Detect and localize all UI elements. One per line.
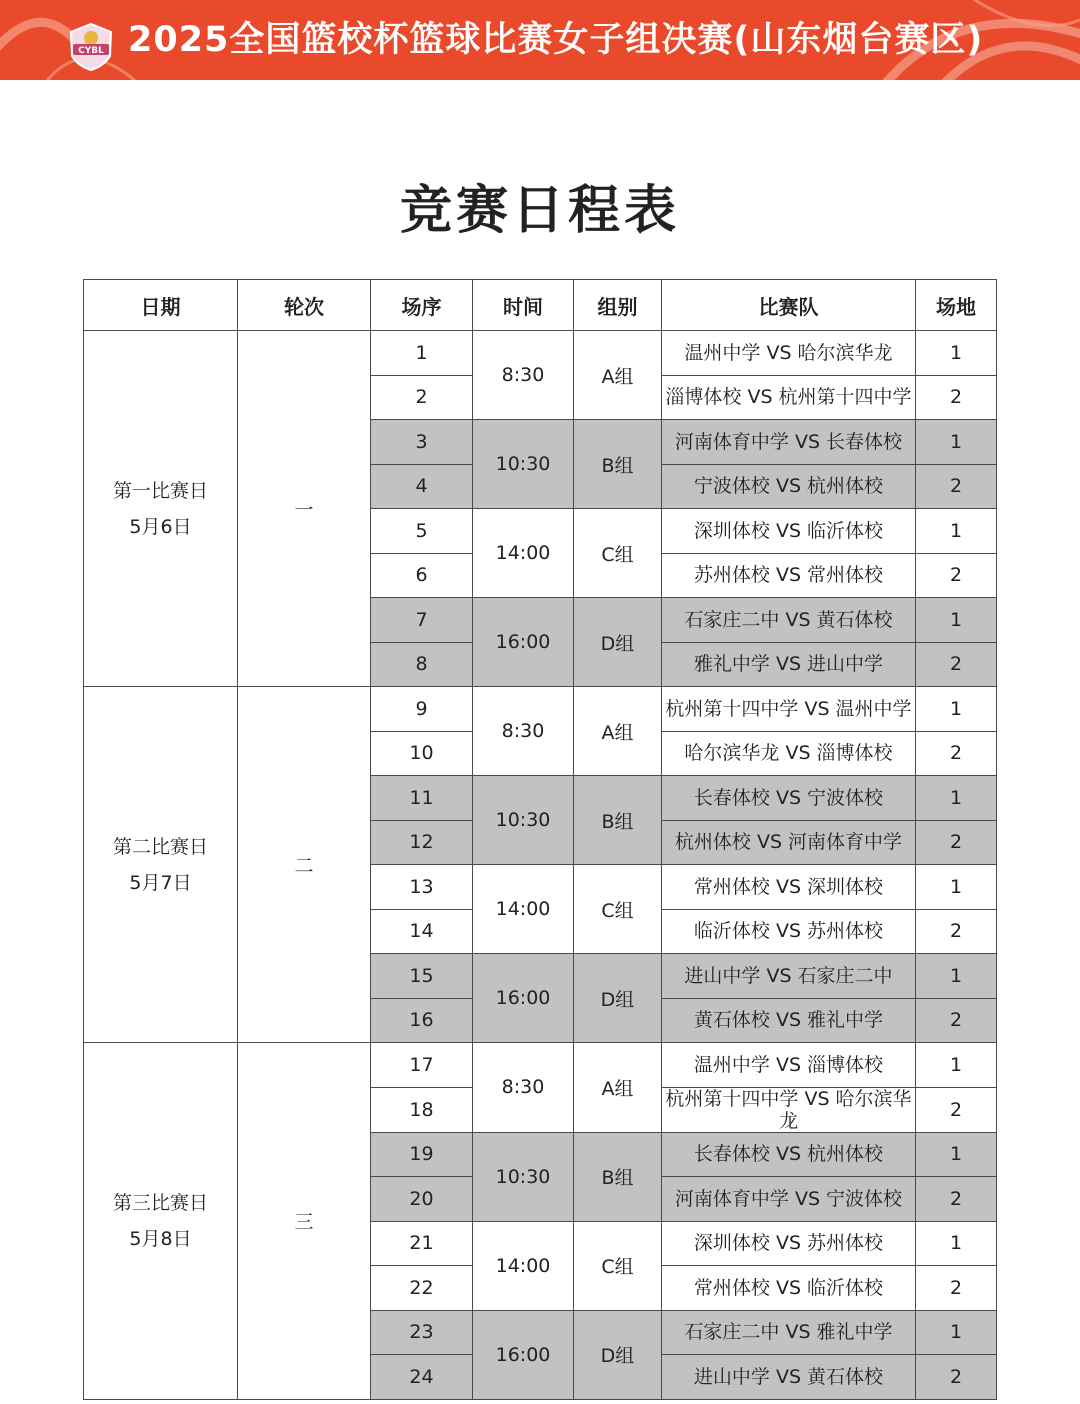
header-round: 轮次 (238, 280, 371, 331)
match-day-cell (84, 1043, 238, 1400)
match-group: A组 (574, 687, 662, 776)
match-time: 8:30 (473, 331, 574, 420)
match-time: 16:00 (473, 598, 574, 687)
header-court: 场地 (916, 280, 997, 331)
match-court: 2 (916, 1355, 997, 1400)
match-day-name: 第二比赛日 (112, 835, 208, 858)
match-court: 2 (916, 1177, 997, 1222)
match-time: 14:00 (473, 1221, 574, 1310)
match-teams: 长春体校 VS 杭州体校 (662, 1132, 916, 1177)
match-group: C组 (574, 1221, 662, 1310)
match-court: 1 (916, 776, 997, 821)
match-time: 10:30 (473, 776, 574, 865)
match-teams: 温州中学 VS 淄博体校 (662, 1043, 916, 1088)
match-day-name: 第一比赛日 (112, 479, 208, 502)
match-day-name: 第三比赛日 (112, 1191, 208, 1214)
match-court: 2 (916, 375, 997, 420)
match-teams: 临沂体校 VS 苏州体校 (662, 909, 916, 954)
match-number: 14 (371, 909, 473, 954)
match-day-date: 5月8日 (129, 1227, 192, 1250)
round-cell: 三 (238, 1043, 371, 1400)
match-teams: 哈尔滨华龙 VS 淄博体校 (662, 731, 916, 776)
match-time: 16:00 (473, 954, 574, 1043)
match-teams: 淄博体校 VS 杭州第十四中学 (662, 375, 916, 420)
match-number: 24 (371, 1355, 473, 1400)
match-court: 1 (916, 420, 997, 465)
match-time: 8:30 (473, 687, 574, 776)
match-teams: 温州中学 VS 哈尔滨华龙 (662, 331, 916, 376)
match-court: 2 (916, 731, 997, 776)
header-row (84, 280, 997, 331)
match-group: B组 (574, 776, 662, 865)
match-number: 19 (371, 1132, 473, 1177)
header-time: 时间 (473, 280, 574, 331)
match-group: D组 (574, 598, 662, 687)
banner-title: 2025全国篮校杯篮球比赛女子组决赛(山东烟台赛区) (128, 20, 984, 60)
cybl-logo-icon (66, 22, 116, 72)
header-banner (0, 0, 1080, 80)
match-number: 21 (371, 1221, 473, 1266)
match-group: A组 (574, 331, 662, 420)
schedule-table (83, 279, 997, 1400)
match-time: 10:30 (473, 1132, 574, 1221)
match-teams: 常州体校 VS 临沂体校 (662, 1266, 916, 1311)
match-number: 17 (371, 1043, 473, 1088)
table-row (84, 687, 997, 732)
match-time: 14:00 (473, 509, 574, 598)
match-number: 3 (371, 420, 473, 465)
match-time: 14:00 (473, 865, 574, 954)
match-court: 1 (916, 1310, 997, 1355)
match-group: D组 (574, 954, 662, 1043)
match-court: 1 (916, 865, 997, 910)
svg-text:CYBL: CYBL (78, 46, 104, 56)
match-court: 1 (916, 509, 997, 554)
match-court: 2 (916, 642, 997, 687)
match-teams: 河南体育中学 VS 长春体校 (662, 420, 916, 465)
match-day-date: 5月7日 (129, 871, 192, 894)
match-teams: 石家庄二中 VS 雅礼中学 (662, 1310, 916, 1355)
match-number: 16 (371, 998, 473, 1043)
match-group: B组 (574, 420, 662, 509)
match-number: 18 (371, 1087, 473, 1132)
match-teams: 苏州体校 VS 常州体校 (662, 553, 916, 598)
match-number: 7 (371, 598, 473, 643)
match-court: 2 (916, 464, 997, 509)
match-group: B组 (574, 1132, 662, 1221)
match-court: 1 (916, 687, 997, 732)
match-teams: 常州体校 VS 深圳体校 (662, 865, 916, 910)
match-court: 2 (916, 553, 997, 598)
match-court: 1 (916, 331, 997, 376)
match-day-date: 5月6日 (129, 515, 192, 538)
match-teams: 进山中学 VS 石家庄二中 (662, 954, 916, 999)
header-group: 组别 (574, 280, 662, 331)
header-teams: 比赛队 (662, 280, 916, 331)
match-number: 13 (371, 865, 473, 910)
match-number: 8 (371, 642, 473, 687)
match-court: 1 (916, 1043, 997, 1088)
match-number: 1 (371, 331, 473, 376)
match-court: 1 (916, 954, 997, 999)
match-teams: 宁波体校 VS 杭州体校 (662, 464, 916, 509)
match-court: 2 (916, 909, 997, 954)
match-number: 15 (371, 954, 473, 999)
match-number: 9 (371, 687, 473, 732)
header-date: 日期 (84, 280, 238, 331)
match-teams: 杭州体校 VS 河南体育中学 (662, 820, 916, 865)
match-teams: 雅礼中学 VS 进山中学 (662, 642, 916, 687)
match-group: A组 (574, 1043, 662, 1133)
schedule-body (84, 331, 997, 1400)
match-court: 1 (916, 598, 997, 643)
match-teams: 进山中学 VS 黄石体校 (662, 1355, 916, 1400)
match-court: 2 (916, 820, 997, 865)
table-row (84, 1043, 997, 1088)
match-court: 2 (916, 1087, 997, 1132)
match-time: 10:30 (473, 420, 574, 509)
match-court: 2 (916, 998, 997, 1043)
match-court: 1 (916, 1221, 997, 1266)
match-group: C组 (574, 509, 662, 598)
match-number: 20 (371, 1177, 473, 1222)
match-number: 5 (371, 509, 473, 554)
match-number: 23 (371, 1310, 473, 1355)
header-match-no: 场序 (371, 280, 473, 331)
match-group: D组 (574, 1310, 662, 1399)
match-time: 16:00 (473, 1310, 574, 1399)
match-number: 22 (371, 1266, 473, 1311)
match-court: 1 (916, 1132, 997, 1177)
match-number: 12 (371, 820, 473, 865)
round-cell: 一 (238, 331, 371, 687)
match-court: 2 (916, 1266, 997, 1311)
page-title: 竞赛日程表 (399, 180, 680, 241)
match-teams: 河南体育中学 VS 宁波体校 (662, 1177, 916, 1222)
match-teams: 杭州第十四中学 VS 哈尔滨华龙 (662, 1087, 916, 1132)
match-time: 8:30 (473, 1043, 574, 1133)
match-teams: 杭州第十四中学 VS 温州中学 (662, 687, 916, 732)
match-number: 4 (371, 464, 473, 509)
round-cell: 二 (238, 687, 371, 1043)
match-day-cell (84, 331, 238, 687)
match-number: 6 (371, 553, 473, 598)
table-row (84, 331, 997, 376)
match-day-cell (84, 687, 238, 1043)
match-number: 2 (371, 375, 473, 420)
match-number: 10 (371, 731, 473, 776)
match-teams: 长春体校 VS 宁波体校 (662, 776, 916, 821)
match-teams: 深圳体校 VS 苏州体校 (662, 1221, 916, 1266)
match-teams: 深圳体校 VS 临沂体校 (662, 509, 916, 554)
match-group: C组 (574, 865, 662, 954)
match-number: 11 (371, 776, 473, 821)
match-teams: 黄石体校 VS 雅礼中学 (662, 998, 916, 1043)
match-teams: 石家庄二中 VS 黄石体校 (662, 598, 916, 643)
